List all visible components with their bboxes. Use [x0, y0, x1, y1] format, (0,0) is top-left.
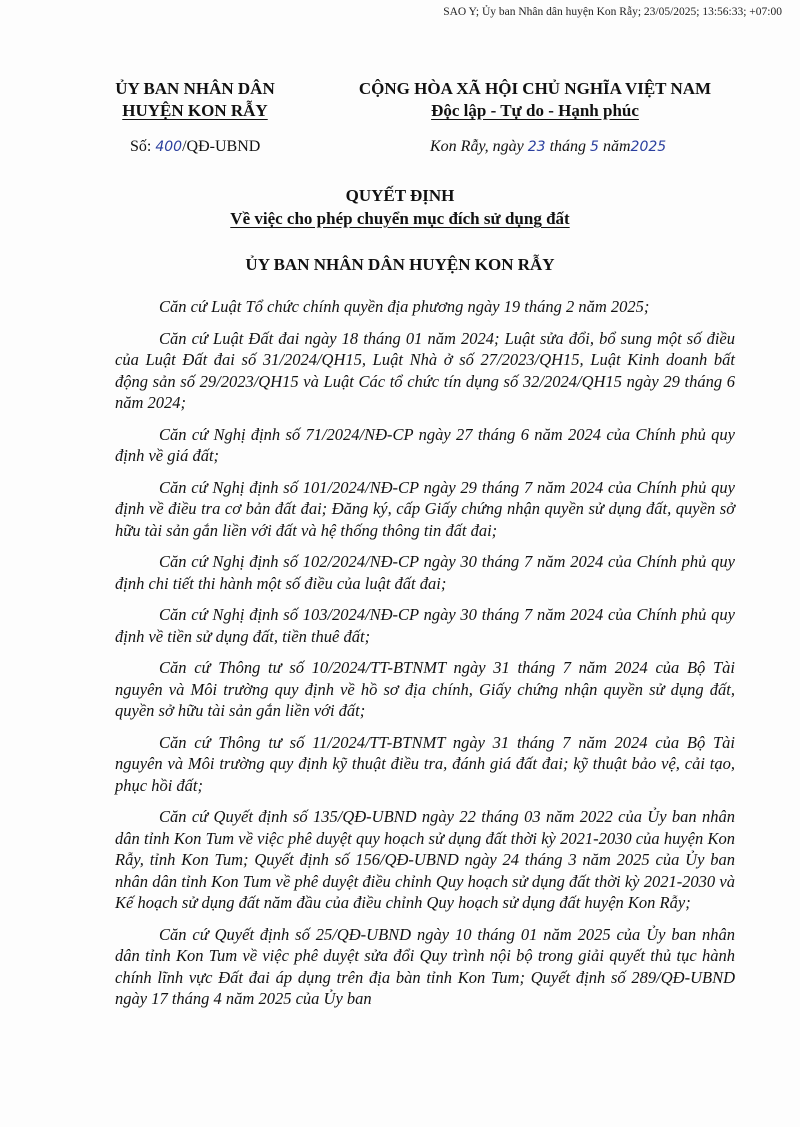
document-number-suffix: /QĐ-UBND — [182, 138, 261, 155]
digital-copy-stamp: SAO Y; Ủy ban Nhân dân huyện Kon Rẫy; 23/05/2025; 13:56:33; +07:00 — [443, 6, 782, 18]
document-subtitle — [0, 209, 800, 229]
document-number-handwritten: 400 — [155, 139, 183, 155]
legal-basis-paragraph: Căn cứ Thông tư số 10/2024/TT-BTNMT ngày 31 tháng 7 năm 2024 của Bộ Tài nguyên và Môi trường quy định về hồ sơ địa chính, Giấy chứng nhận quyền sử dụng đất, quyền sở hữu tài sản gắn liền với đất; — [115, 658, 735, 720]
document-body — [115, 296, 735, 1020]
month-label: tháng — [549, 138, 587, 155]
legal-basis-paragraph: Căn cứ Luật Đất đai ngày 18 tháng 01 năm 2024; Luật sửa đổi, bổ sung một số điều của Luật Đất đai số 31/2024/QH15, Luật Nhà ở số 27/2023/QH15, Luật Kinh doanh bất động sản số 29/2023/QH15 và Luật Các tổ chức tín dụng số 32/2024/QH15 ngày 29 tháng 6 năm 2024; — [115, 328, 735, 412]
issue-date — [430, 138, 666, 156]
legal-basis-paragraph: Căn cứ Nghị định số 101/2024/NĐ-CP ngày 29 tháng 7 năm 2024 của Chính phủ quy định về điều tra cơ bản đất đai; Đăng ký, cấp Giấy chứng nhận quyền sử dụng đất, quyền sở hữu tài sản gắn liền với đất và hệ thống thông tin đất đai; — [115, 477, 735, 540]
issue-place: Kon Rẫy, ngày — [430, 138, 524, 155]
legal-basis-paragraph: Căn cứ Nghị định số 102/2024/NĐ-CP ngày 30 tháng 7 năm 2024 của Chính phủ quy định chi tiết thi hành một số điều của luật đất đai; — [115, 552, 735, 593]
country-name: CỘNG HÒA XÃ HỘI CHỦ NGHĨA VIỆT NAM — [358, 79, 712, 98]
legal-basis-paragraph: Căn cứ Nghị định số 103/2024/NĐ-CP ngày 30 tháng 7 năm 2024 của Chính phủ quy định về tiền sử dụng đất, tiền thuê đất; — [115, 605, 735, 646]
issue-day: 23 — [527, 139, 546, 155]
legal-basis-paragraph: Căn cứ Thông tư số 11/2024/TT-BTNMT ngày 31 tháng 7 năm 2024 của Bộ Tài nguyên và Môi trường quy định kỹ thuật điều tra, đánh giá đất đai; kỹ thuật bảo vệ, cải tạo, phục hồi đất; — [115, 732, 735, 795]
legal-basis-paragraph: Căn cứ Nghị định số 71/2024/NĐ-CP ngày 27 tháng 6 năm 2024 của Chính phủ quy định về giá đất; — [115, 424, 735, 465]
authority-heading: ỦY BAN NHÂN DÂN HUYỆN KON RẪY — [245, 255, 555, 274]
legal-basis-paragraph: Căn cứ Quyết định số 135/QĐ-UBND ngày 22 tháng 03 năm 2022 của Ủy ban nhân dân tỉnh Kon Tum về việc phê duyệt quy hoạch sử dụng đất thời kỳ 2021-2030 của huyện Kon Rẫy, tỉnh Kon Tum; Quyết định số 156/QĐ-UBND ngày 24 tháng 3 năm 2025 của Ủy ban nhân dân tỉnh Kon Tum về phê duyệt điều chỉnh Quy hoạch sử dụng đất thời kỳ 2021-2030 và Kế hoạch sử dụng đất năm đầu của điều chỉnh Quy hoạch sử dụng đất huyện Kon Rẫy; — [115, 807, 735, 912]
legal-basis-paragraph: Căn cứ Luật Tổ chức chính quyền địa phương ngày 19 tháng 2 năm 2025; — [159, 297, 650, 316]
document-number — [130, 138, 260, 156]
legal-basis-paragraph: Căn cứ Quyết định số 25/QĐ-UBND ngày 10 tháng 01 năm 2025 của Ủy ban nhân dân tỉnh Kon Tum về việc phê duyệt sửa đổi Quy trình nội bộ trong giải quyết thủ tục hành chính lĩnh vực Đất đai áp dụng trên địa bàn tỉnh Kon Tum; Quyết định số 289/QĐ-UBND ngày 17 tháng 4 năm 2025 của Ủy ban — [115, 924, 735, 1008]
authority-line-1: ỦY BAN NHÂN DÂN — [115, 79, 275, 98]
authority-line-2: HUYỆN KON RẪY — [122, 101, 268, 120]
national-motto: Độc lập - Tự do - Hạnh phúc — [431, 101, 639, 120]
issue-year: 2025 — [630, 139, 667, 155]
issue-month: 5 — [590, 139, 599, 155]
year-label: năm — [602, 138, 631, 155]
document-title: QUYẾT ĐỊNH — [345, 186, 455, 205]
issuing-authority-header — [90, 78, 300, 122]
document-number-prefix: Số: — [130, 138, 152, 155]
national-motto-header — [330, 78, 740, 122]
document-subtitle-text: Về việc cho phép chuyển mục đích sử dụng đất — [230, 209, 570, 228]
